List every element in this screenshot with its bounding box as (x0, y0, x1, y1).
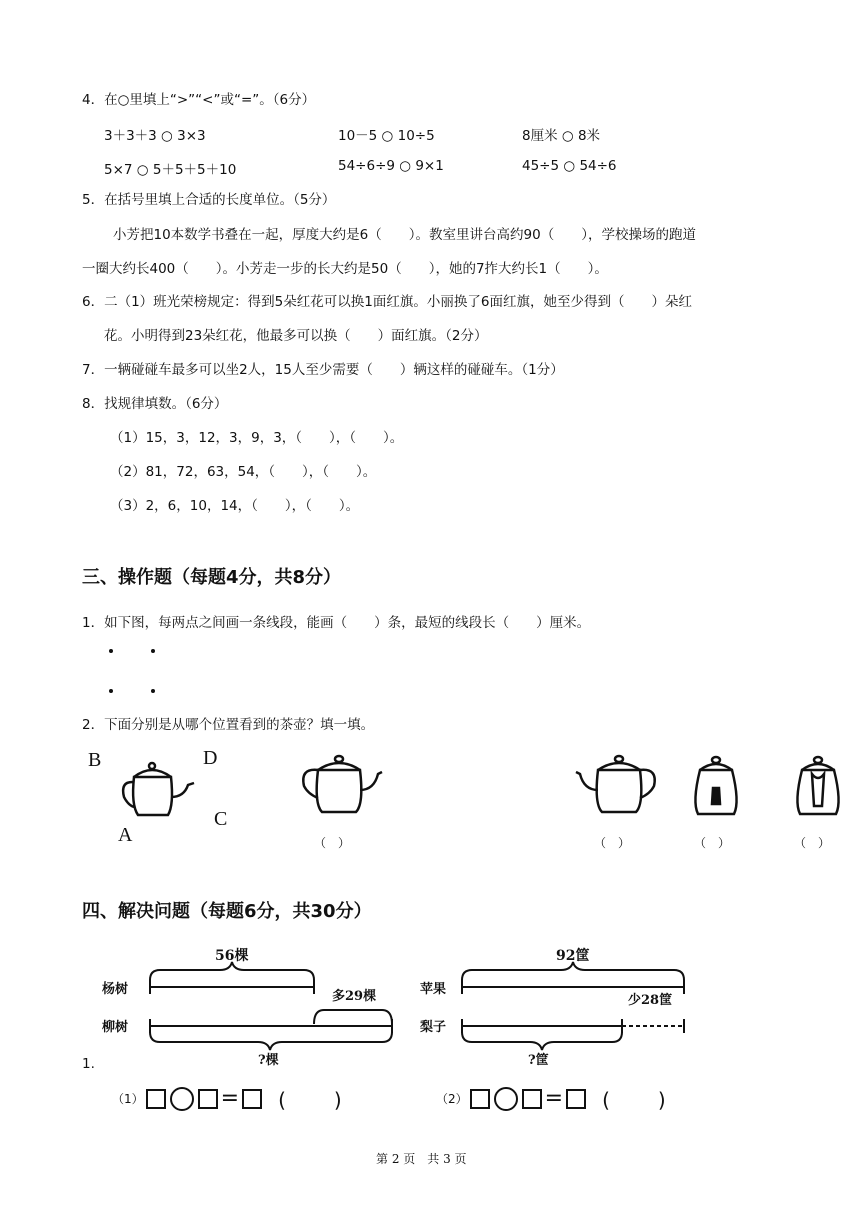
section3-heading: 三、操作题（每题4分，共8分） (82, 567, 342, 588)
formula-1 (112, 1084, 356, 1113)
point (109, 689, 113, 693)
q5-line-2: 一圈大约长400（ ）。小芳走一步的长大约是50（ ），她的7拃大约长1（ ）。 (82, 261, 608, 277)
teapot-icon (576, 756, 655, 812)
point (151, 689, 155, 693)
q4-item-5: 54÷6÷9 ○ 9×1 (338, 158, 444, 174)
fruit-count-diagram (416, 940, 706, 1066)
label-b: B (88, 749, 102, 771)
q4-title: 4．在○里填上“>”“<”或“=”。（6分） (82, 92, 316, 108)
view-answer-blank-2[interactable]: （ ） (594, 836, 631, 850)
teapot-view-4 (788, 752, 848, 822)
row-label-yangshu: 杨树 (102, 982, 129, 997)
formula-label: （2） (436, 1092, 468, 1106)
teapot-icon (303, 756, 382, 812)
q6-line-1: 6．二（1）班光荣榜规定：得到5朵红花可以换1面红旗。小丽换了6面红旗，她至少得到（ ）朵红 (82, 294, 692, 310)
q5-title: 5．在括号里填上合适的长度单位。（5分） (82, 192, 336, 208)
teapot-position-figure (82, 745, 242, 845)
operator-circle[interactable] (170, 1087, 194, 1111)
unit-blank[interactable]: ( ) (278, 1088, 356, 1112)
equals-sign: = (544, 1086, 564, 1111)
formula-label: （1） (112, 1092, 144, 1106)
label-c: C (214, 808, 228, 830)
label-d: D (203, 747, 218, 769)
label-a: A (118, 824, 133, 845)
q8-title: 8．找规律填数。（6分） (82, 396, 228, 412)
answer-box[interactable] (198, 1089, 218, 1109)
q8-item-1: （1）15，3，12，3，9，3，（ ），（ ）。 (110, 430, 404, 446)
equals-sign: = (220, 1086, 240, 1111)
view-answer-blank-4[interactable]: （ ） (794, 836, 831, 850)
section4-heading: 四、解决问题（每题6分，共30分） (82, 901, 372, 922)
q8-item-3: （3）2，6，10，14，（ ），（ ）。 (110, 498, 360, 514)
q4-item-1: 3＋3＋3 ○ 3×3 (104, 128, 206, 144)
answer-box[interactable] (470, 1089, 490, 1109)
view-answer-blank-3[interactable]: （ ） (694, 836, 731, 850)
teapot-view-2 (572, 752, 662, 822)
q5-line-1: 小芳把10本数学书叠在一起，厚度大约是6（ ）。教室里讲台高约90（ ），学校操场的跑道 (113, 227, 696, 243)
q7-text: 7．一辆碰碰车最多可以坐2人，15人至少需要（ ）辆这样的碰碰车。（1分） (82, 362, 564, 378)
answer-box[interactable] (146, 1089, 166, 1109)
answer-box[interactable] (566, 1089, 586, 1109)
q4-item-2: 10－5 ○ 10÷5 (338, 128, 435, 144)
row-label-apple: 苹果 (420, 982, 447, 997)
q4-item-4: 5×7 ○ 5＋5＋5＋10 (104, 162, 237, 178)
diagram-bottom-label: ?棵 (258, 1053, 279, 1066)
view-answer-blank-1[interactable]: （ ） (314, 836, 351, 850)
diagram-bottom-label: ?筐 (528, 1053, 549, 1066)
formula-2 (436, 1084, 680, 1113)
answer-box[interactable] (522, 1089, 542, 1109)
row-label-pear: 梨子 (420, 1020, 447, 1035)
section3-q2: 2．下面分别是从哪个位置看到的茶壶？填一填。 (82, 717, 375, 733)
answer-box[interactable] (242, 1089, 262, 1109)
q4-item-3: 8厘米 ○ 8米 (522, 128, 601, 144)
teapot-view-3 (686, 752, 746, 822)
diff-label: 少28筐 (628, 993, 673, 1008)
teapot-icon (695, 757, 736, 814)
teapot-icon (123, 763, 194, 815)
diff-label: 多29棵 (332, 989, 377, 1004)
teapot-view-1 (296, 752, 386, 822)
diagram-top-label: 92筐 (556, 948, 590, 964)
operator-circle[interactable] (494, 1087, 518, 1111)
section4-q1-number: 1. (82, 1056, 95, 1072)
q8-item-2: （2）81，72，63，54，（ ），（ ）。 (110, 464, 377, 480)
diagram-top-label: 56棵 (215, 948, 249, 964)
q6-line-2: 花。小明得到23朵红花，他最多可以换（ ）面红旗。（2分） (104, 328, 488, 344)
tree-count-diagram (100, 940, 400, 1066)
section3-q1: 1．如下图，每两点之间画一条线段，能画（ ）条，最短的线段长（ ）厘米。 (82, 615, 591, 631)
point (151, 649, 155, 653)
page-footer: 第 2 页 共 3 页 (376, 1152, 467, 1166)
teapot-icon (797, 757, 838, 814)
q4-item-6: 45÷5 ○ 54÷6 (522, 158, 617, 174)
row-label-liushu: 柳树 (102, 1020, 129, 1035)
point (109, 649, 113, 653)
unit-blank[interactable]: ( ) (602, 1088, 680, 1112)
